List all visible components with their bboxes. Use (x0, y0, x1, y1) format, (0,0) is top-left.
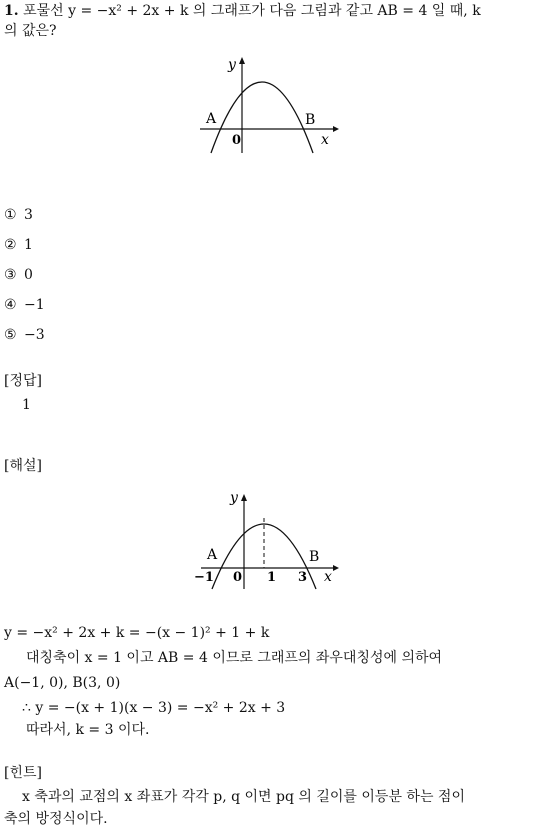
parabola-curve (211, 82, 316, 153)
question-line-1 (4, 1, 481, 21)
origin-label: 0 (233, 570, 243, 585)
solution-line-2: 대칭축이 x = 1 이고 AB = 4 이므로 그래프의 좌우대칭성에 의하여 (26, 650, 443, 666)
point-a-label: A (207, 547, 218, 563)
choice-2[interactable] (4, 236, 33, 254)
tick-label-1: 1 (267, 570, 277, 585)
solution-line-1: y = −x² + 2x + k = −(x − 1)² + 1 + k (4, 625, 270, 641)
choice-value: 0 (24, 267, 33, 283)
origin-label: 0 (232, 133, 242, 148)
x-axis-arrow (333, 565, 339, 571)
answer-value: 1 (22, 397, 31, 413)
solution-line-3: A(−1, 0), B(3, 0) (4, 675, 121, 691)
tick-label-neg1: −1 (194, 570, 214, 585)
hint-line-2: 축의 방정식이다. (4, 811, 108, 827)
choice-mark: ① (4, 207, 17, 223)
point-a-label: A (206, 111, 217, 127)
choice-mark: ③ (4, 267, 17, 283)
x-axis-label: x (324, 569, 332, 585)
solution-heading: [해설] (4, 458, 42, 474)
point-b-label: B (305, 112, 316, 128)
x-axis-arrow (333, 126, 339, 132)
choice-3[interactable] (4, 266, 33, 284)
choice-value: −1 (24, 297, 45, 313)
parabola-graph-1 (195, 55, 340, 155)
choice-mark: ④ (4, 297, 17, 313)
choice-value: −3 (24, 327, 45, 343)
question-text: 포물선 y = −x² + 2x + k 의 그래프가 다음 그림과 같고 AB = 4 일 때, k (23, 3, 481, 19)
choice-value: 3 (24, 207, 33, 223)
choice-5[interactable] (4, 326, 45, 344)
x-axis-label: x (321, 132, 329, 148)
y-axis-label: y (230, 490, 238, 506)
answer-heading: [정답] (4, 373, 42, 389)
choice-mark: ⑤ (4, 327, 17, 343)
solution-line-5: 따라서, k = 3 이다. (26, 722, 150, 738)
question-number: 1. (4, 3, 19, 19)
choice-1[interactable] (4, 206, 33, 224)
hint-line-1: x 축과의 교점의 x 좌표가 각각 p, q 이면 pq 의 길이를 이등분 하는 점이 (22, 789, 465, 805)
question-line-2: 의 값은? (4, 23, 57, 39)
y-axis-arrow (241, 494, 247, 501)
tick-label-3: 3 (298, 570, 308, 585)
y-axis-arrow (239, 57, 245, 64)
solution-line-4: ∴ y = −(x + 1)(x − 3) = −x² + 2x + 3 (22, 700, 286, 716)
point-b-label: B (309, 549, 320, 565)
hint-heading: [힌트] (4, 765, 42, 781)
choice-4[interactable] (4, 296, 45, 314)
y-axis-label: y (228, 57, 236, 73)
parabola-graph-2 (193, 488, 343, 590)
choice-mark: ② (4, 237, 17, 253)
choice-value: 1 (24, 237, 33, 253)
